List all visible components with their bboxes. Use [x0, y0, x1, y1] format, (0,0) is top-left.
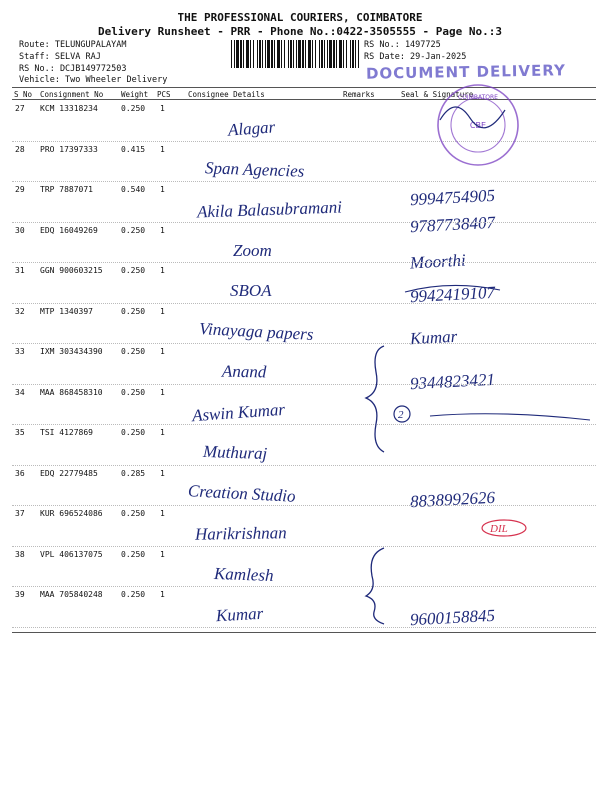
row-signature: Kumar [409, 326, 458, 349]
row-sno: 31 [15, 266, 25, 275]
runsheet-subtitle: Delivery Runsheet - PRR - Phone No.:0422-3505555 - Page No.:3 [98, 25, 502, 38]
row-consignment-no: PRO 17397333 [40, 144, 98, 154]
row-weight: 0.250 [121, 266, 146, 275]
row-signature: 9942419107 [409, 282, 496, 307]
row-signature: 9787738407 [409, 212, 496, 237]
staff-label: Staff: SELVA RAJ [19, 52, 101, 62]
row-sno: 29 [15, 185, 25, 194]
seal-text-top: COIMBATORE [458, 94, 498, 101]
row-pcs: 1 [160, 428, 165, 437]
row-pcs: 1 [160, 468, 165, 478]
row-sno: 35 [15, 428, 25, 437]
row-consignee-handwriting: Creation Studio [187, 480, 296, 506]
document-delivery-stamp: DOCUMENT DELIVERY [365, 61, 567, 83]
row-sno: 34 [15, 387, 25, 397]
row-weight: 0.250 [121, 306, 146, 316]
col-sno: S No [14, 90, 33, 99]
row-consignment-no: MTP 1340397 [40, 306, 93, 316]
row-consignee-handwriting: Alagar [227, 117, 276, 140]
row-pcs: 1 [160, 266, 165, 275]
col-pcs: PCS [157, 90, 171, 99]
row-consignee-handwriting: Kumar [215, 603, 264, 626]
row-signature: 9600158845 [409, 605, 496, 630]
col-consignee: Consignee Details [188, 90, 265, 99]
row-weight: 0.250 [121, 347, 146, 356]
row-pcs: 1 [160, 306, 165, 316]
row-pcs: 1 [160, 387, 165, 397]
row-consignment-no: EDQ 16049269 [40, 225, 98, 235]
row-consignment-no: KUR 696524086 [40, 509, 103, 518]
row-weight: 0.285 [121, 468, 146, 478]
row-consignment-no: TRP 7887071 [40, 185, 93, 194]
office-seal-icon [438, 85, 518, 165]
row-signature: 9994754905 [409, 185, 496, 210]
row-pcs: 1 [160, 185, 165, 194]
grouping-bracket-lower [366, 548, 384, 624]
vehicle-label: Vehicle: Two Wheeler Delivery [19, 75, 168, 85]
company-title: THE PROFESSIONAL COURIERS, COIMBATORE [177, 11, 423, 24]
row-pcs: 1 [160, 144, 165, 154]
row-sno: 37 [15, 509, 25, 518]
row-pcs: 1 [160, 104, 165, 113]
row-pcs: 1 [160, 590, 165, 599]
row-consignee-handwriting: Anand [221, 361, 267, 382]
col-seal-signature: Seal & Signature [401, 90, 474, 99]
row-weight: 0.250 [121, 590, 146, 599]
row-consignment-no: MAA 868458310 [40, 387, 103, 397]
row-consignment-no: IXM 303434390 [40, 347, 103, 356]
row-consignee-handwriting: Zoom [233, 240, 272, 260]
row-consignee-handwriting: Harikrishnan [194, 523, 287, 544]
row-sno: 38 [15, 549, 25, 559]
row-consignment-no: EDQ 22779485 [40, 468, 98, 478]
row-sno: 33 [15, 347, 25, 356]
row-consignee-handwriting: SBOA [230, 281, 272, 300]
row-consignee-handwriting: Span Agencies [204, 157, 305, 181]
row-weight: 0.250 [121, 225, 146, 235]
row-weight: 0.250 [121, 428, 146, 437]
rs-date: RS Date: 29-Jan-2025 [364, 52, 467, 62]
red-dl-mark [482, 520, 526, 536]
row-weight: 0.415 [121, 144, 146, 154]
strike-mark [405, 285, 500, 292]
rs-number-left: RS No.: DCJB149772503 [19, 64, 127, 74]
row-sno: 27 [15, 104, 25, 113]
row-consignee-handwriting: Vinayaga papers [198, 318, 314, 344]
row-sno: 39 [15, 590, 25, 599]
col-weight: Weight [121, 90, 149, 99]
row-pcs: 1 [160, 509, 165, 518]
row-consignment-no: TSI 4127869 [40, 428, 93, 437]
strike-mark [430, 414, 590, 420]
row-signature: 9344823421 [409, 369, 496, 394]
row-sno: 28 [15, 144, 25, 154]
row-consignment-no: MAA 705840248 [40, 590, 103, 599]
grouping-bracket [366, 346, 384, 452]
seal-text-center: CBE [469, 121, 487, 130]
row-consignment-no: VPL 406137075 [40, 549, 103, 559]
col-remarks: Remarks [343, 90, 375, 99]
row-pcs: 1 [160, 549, 165, 559]
row-sno: 32 [15, 306, 25, 316]
svg-text:2: 2 [398, 409, 404, 421]
rs-number-right: RS No.: 1497725 [364, 40, 441, 50]
row-signature: 8838992626 [409, 487, 496, 512]
row-consignee-handwriting: Muthuraj [202, 441, 268, 464]
row-sno: 30 [15, 225, 25, 235]
row-pcs: 1 [160, 225, 165, 235]
row-consignee-handwriting: Aswin Kumar [191, 399, 286, 425]
svg-text:DIL: DIL [490, 523, 508, 535]
route-label: Route: TELUNGUPALAYAM [19, 40, 127, 50]
row-consignee-handwriting: Kamlesh [213, 563, 274, 585]
row-consignment-no: GGN 900603215 [40, 266, 103, 275]
row-sno: 36 [15, 468, 25, 478]
row-pcs: 1 [160, 347, 165, 356]
row-weight: 0.540 [121, 185, 146, 194]
row-weight: 0.250 [121, 549, 146, 559]
row-consignee-handwriting: Akila Balasubramani [196, 197, 343, 222]
row-signature: Moorthi [409, 250, 467, 273]
row-weight: 0.250 [121, 387, 146, 397]
row-weight: 0.250 [121, 104, 146, 113]
row-weight: 0.250 [121, 509, 146, 518]
row-consignment-no: KCM 13318234 [40, 104, 98, 113]
col-consignment: Consignment No [40, 90, 104, 99]
